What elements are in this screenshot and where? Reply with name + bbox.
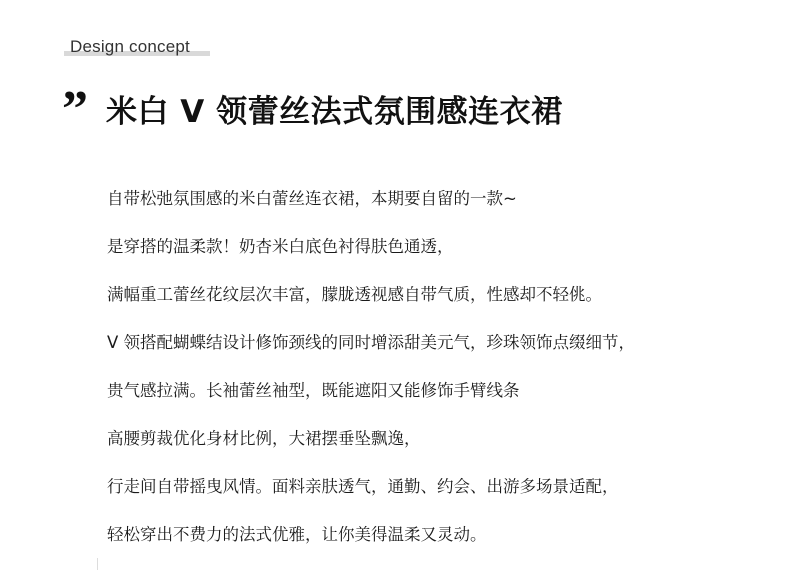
- divider-tick: [97, 558, 98, 570]
- design-concept-label: Design concept: [70, 37, 190, 56]
- description-line: 满幅重工蕾丝花纹层次丰富，朦胧透视感自带气质，性感却不轻佻。: [107, 285, 602, 304]
- description-line: 自带松弛氛围感的米白蕾丝连衣裙，本期要自留的一款~: [107, 189, 517, 208]
- description-line: 贵气感拉满。长袖蕾丝袖型，既能遮阳又能修饰手臂线条: [107, 381, 520, 400]
- description-line: 是穿搭的温柔款！奶杏米白底色衬得肤色通透，: [107, 237, 454, 256]
- description-line: 高腰剪裁优化身材比例，大裙摆垂坠飘逸，: [107, 429, 421, 448]
- description-line: V 领搭配蝴蝶结设计修饰颈线的同时增添甜美元气，珍珠领饰点缀细节，: [107, 333, 636, 352]
- description-body: [107, 182, 635, 566]
- description-line: 轻松穿出不费力的法式优雅，让你美得温柔又灵动。: [107, 525, 487, 544]
- page-title: 米白 V 领蕾丝法式氛围感连衣裙: [106, 94, 563, 130]
- description-line: 行走间自带摇曳风情。面料亲肤透气，通勤、约会、出游多场景适配，: [107, 477, 619, 496]
- quote-mark-icon: ”: [62, 81, 88, 138]
